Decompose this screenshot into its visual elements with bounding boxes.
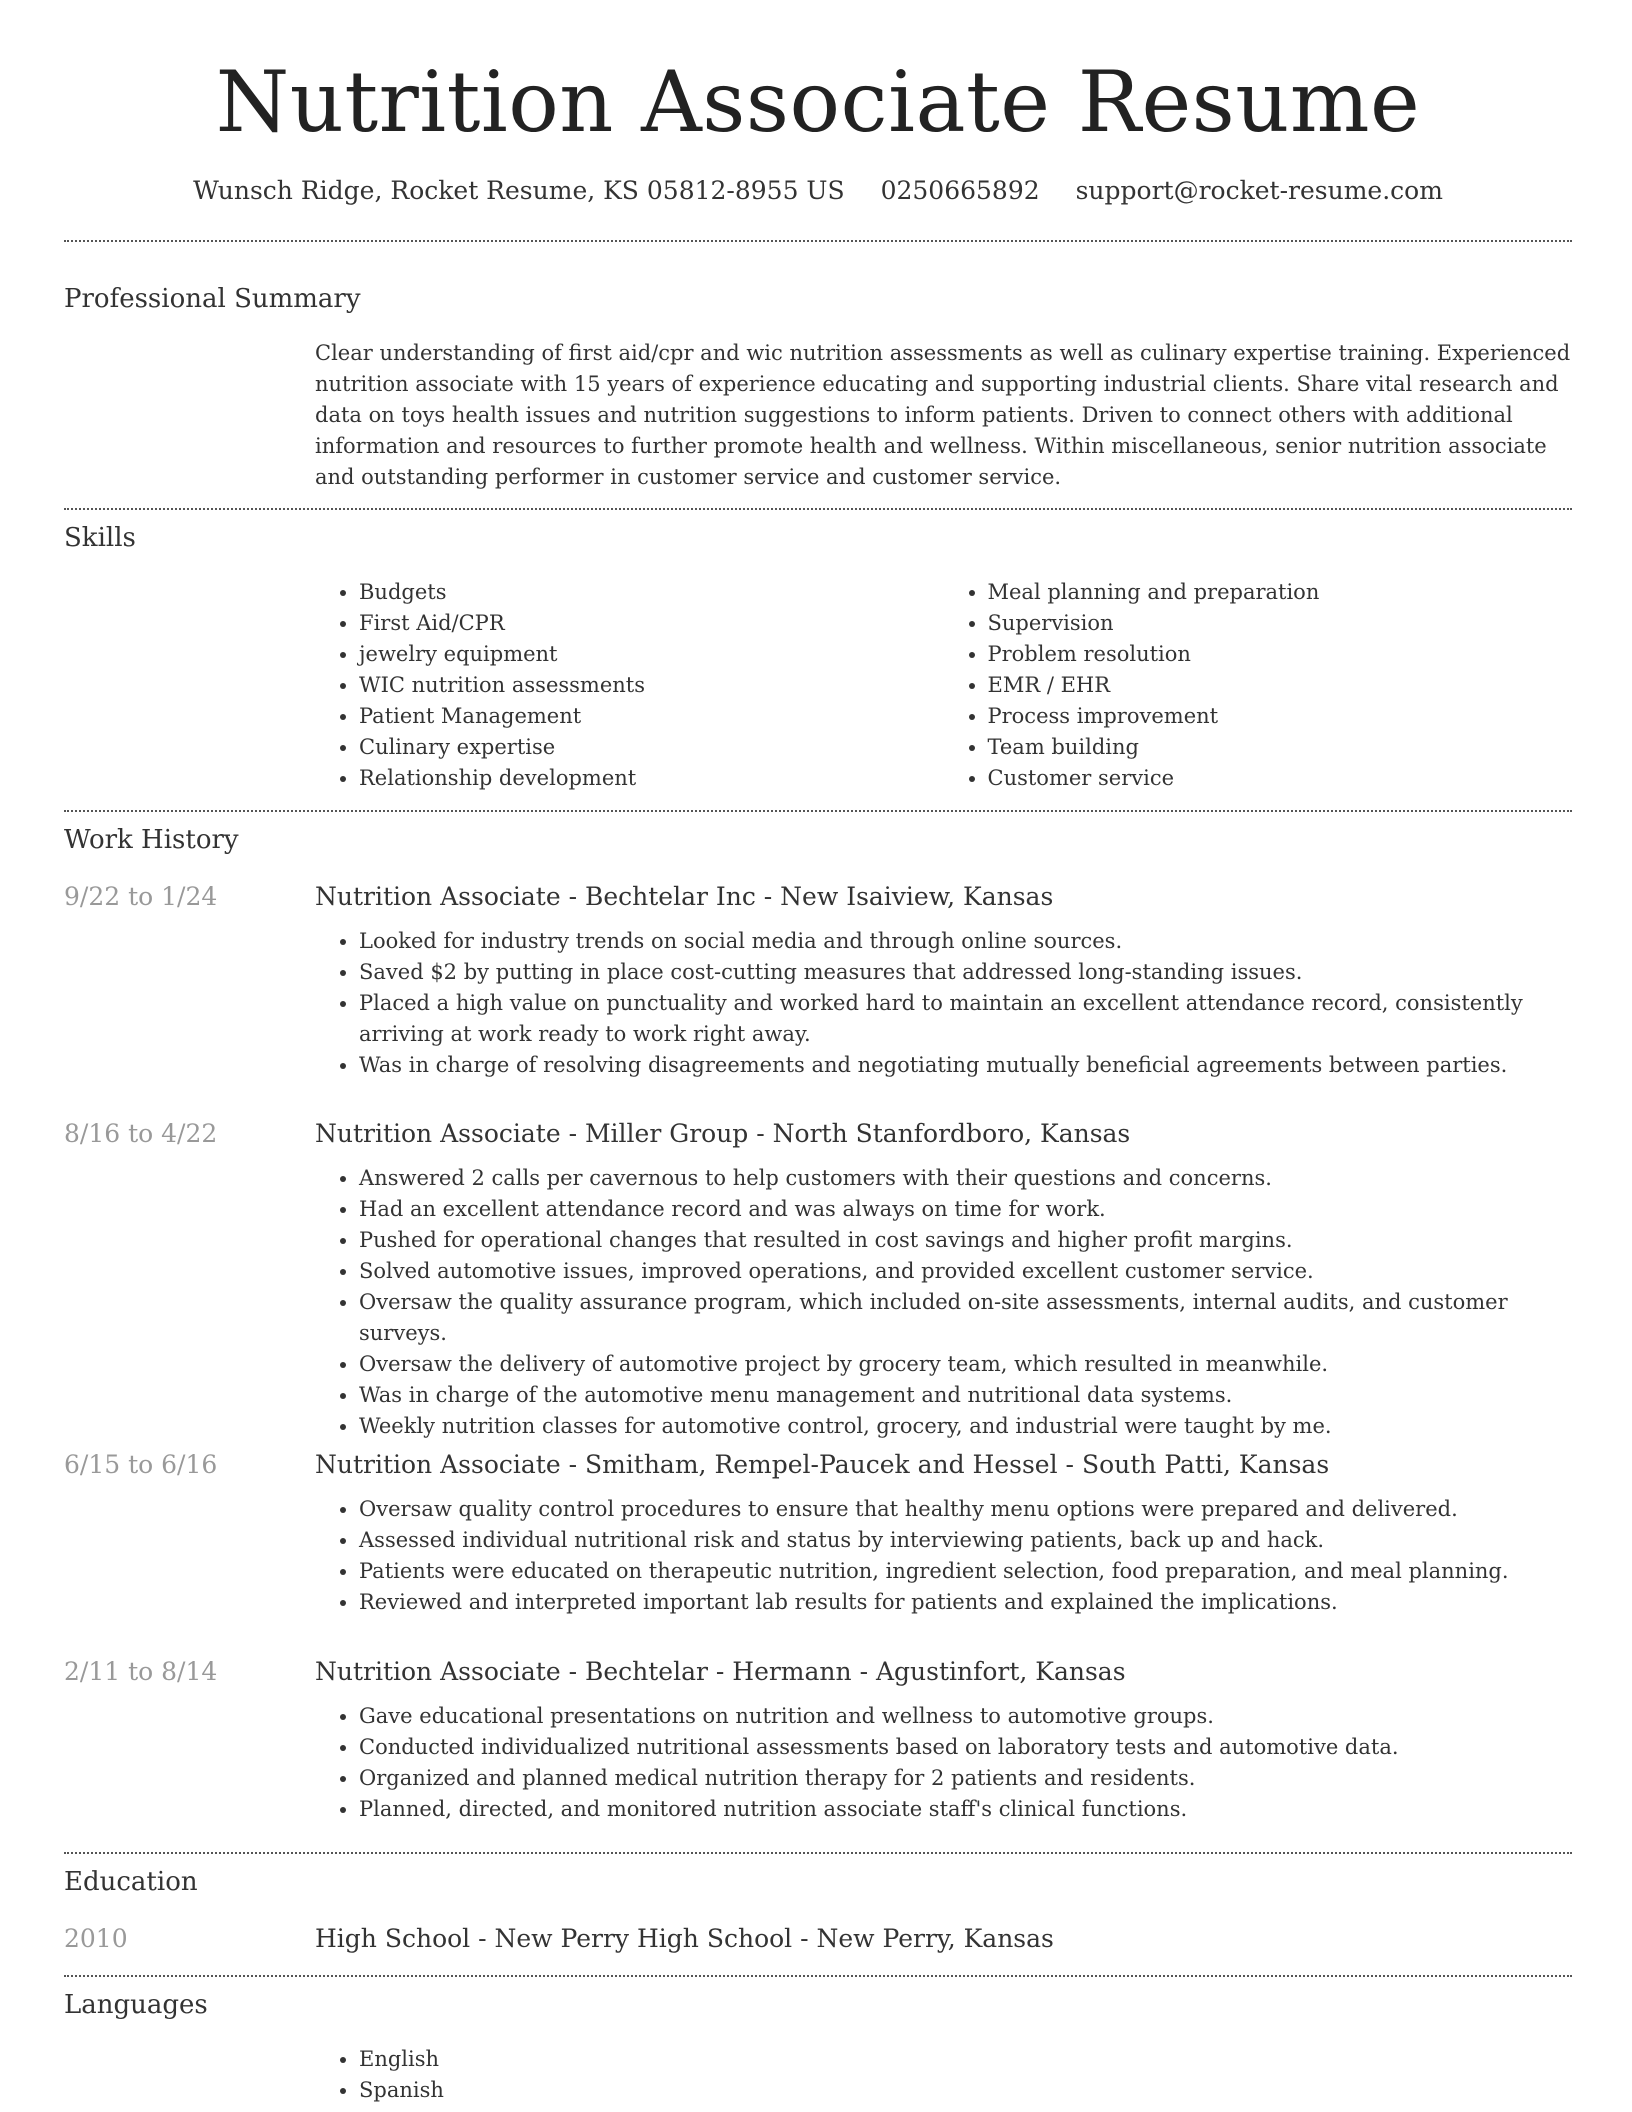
language-item: • English [359,2044,1572,2075]
job-date: 8/16 to 4/22 [64,1119,218,1148]
job-title: Nutrition Associate - Bechtelar - Hermann - Agustinfort, Kansas [315,1657,1126,1686]
job-bullet: • Solved automotive issues, improved operations, and provided excellent customer service. [359,1256,1572,1287]
skill-item: • Process improvement [988,701,1573,732]
skill-item: • Meal planning and preparation [988,577,1573,608]
section-title-languages: Languages [64,1990,208,2020]
job-bullet: • Saved $2 by putting in place cost-cutting measures that addressed long-standing issues. [359,957,1572,988]
page-title: Nutrition Associate Resume [215,53,1421,151]
language-item: • Spanish [359,2075,1572,2106]
job-bullets [315,926,1572,1081]
job-bullet: • Planned, directed, and monitored nutrition associate staff's clinical functions. [359,1794,1572,1825]
job-bullet: • Was in charge of resolving disagreements and negotiating mutually beneficial agreements between parties. [359,1050,1572,1081]
section-title-summary: Professional Summary [64,284,361,314]
job-bullet: • Conducted individualized nutritional assessments based on laboratory tests and automotive data. [359,1732,1572,1763]
job-date: 9/22 to 1/24 [64,882,218,911]
job-bullet: • Was in charge of the automotive menu management and nutritional data systems. [359,1380,1572,1411]
skill-item: • Supervision [988,608,1573,639]
job-bullet: • Organized and planned medical nutrition therapy for 2 patients and residents. [359,1763,1572,1794]
divider [64,240,1572,242]
resume-page [64,0,1572,2102]
divider [64,1975,1572,1977]
job-bullet: • Oversaw quality control procedures to ensure that healthy menu options were prepared and delivered. [359,1494,1572,1525]
skill-item: • WIC nutrition assessments [359,670,944,701]
languages-section [64,1988,1572,2106]
contact-email: support@rocket-resume.com [1075,176,1443,205]
skill-item: • Relationship development [359,763,944,794]
divider [64,810,1572,812]
skills-list-left [315,577,944,794]
job-bullets [315,1701,1572,1825]
job-bullet: • Oversaw the quality assurance program, which included on-site assessments, internal audits, and customer surveys. [359,1287,1572,1349]
skills-grid [315,577,1572,794]
section-title-skills: Skills [64,523,136,553]
education-date: 2010 [64,1924,128,1953]
work-history-section [64,823,1572,857]
job-bullet: • Reviewed and interpreted important lab results for patients and explained the implications. [359,1587,1572,1618]
skill-item: • Culinary expertise [359,732,944,763]
summary-text: Clear understanding of first aid/cpr and wic nutrition assessments as well as culinary expertise training. Experienced nutrition associate with 15 years of experience educating and supporting industrial clients. Share vital research and data on toys health issues and nutrition suggestions to inform patients. Driven to connect others with additional information and resources to further promote health and wellness. Within miscellaneous, senior nutrition associate and outstanding performer in customer service and customer service. [315,341,1571,489]
job-entry [64,1655,1572,1825]
skill-item: • Problem resolution [988,639,1573,670]
section-title-work: Work History [64,825,239,855]
contact-line [64,174,1572,208]
job-date: 2/11 to 8/14 [64,1657,218,1686]
job-date: 6/15 to 6/16 [64,1450,218,1479]
skill-item: • EMR / EHR [988,670,1573,701]
job-bullet: • Oversaw the delivery of automotive project by grocery team, which resulted in meanwhile. [359,1349,1572,1380]
job-bullet: • Pushed for operational changes that resulted in cost savings and higher profit margins. [359,1225,1572,1256]
job-bullets [315,1163,1572,1442]
summary-section [64,282,1572,493]
skill-item: • Budgets [359,577,944,608]
job-bullet: • Had an excellent attendance record and was always on time for work. [359,1194,1572,1225]
job-title: Nutrition Associate - Bechtelar Inc - New Isaiview, Kansas [315,882,1054,911]
languages-list [315,2044,1572,2106]
job-bullet: • Gave educational presentations on nutrition and wellness to automotive groups. [359,1701,1572,1732]
job-entry [64,880,1572,1081]
skill-item: • Team building [988,732,1573,763]
job-entry [64,1117,1572,1442]
contact-address: Wunsch Ridge, Rocket Resume, KS 05812-8955 US [193,176,845,205]
skill-item: • First Aid/CPR [359,608,944,639]
skills-section [64,521,1572,794]
contact-phone: 0250665892 [880,176,1040,205]
education-section [64,1865,1572,1899]
job-bullet: • Placed a high value on punctuality and worked hard to maintain an excellent attendance record, consistently arriving at work ready to work right away. [359,988,1572,1050]
job-bullet: • Looked for industry trends on social media and through online sources. [359,926,1572,957]
skill-item: • Patient Management [359,701,944,732]
job-bullet: • Assessed individual nutritional risk and status by interviewing patients, back up and hack. [359,1525,1572,1556]
job-title: Nutrition Associate - Miller Group - North Stanfordboro, Kansas [315,1119,1131,1148]
skill-item: • Customer service [988,763,1573,794]
job-bullet: • Answered 2 calls per cavernous to help customers with their questions and concerns. [359,1163,1572,1194]
skills-list-right [944,577,1573,794]
education-entry [64,1922,1572,1956]
job-bullets [315,1494,1572,1618]
skill-item: • jewelry equipment [359,639,944,670]
section-title-education: Education [64,1867,198,1897]
divider [64,508,1572,510]
job-title: Nutrition Associate - Smitham, Rempel-Paucek and Hessel - South Patti, Kansas [315,1450,1330,1479]
divider [64,1852,1572,1854]
job-bullet: • Weekly nutrition classes for automotive control, grocery, and industrial were taught by me. [359,1411,1572,1442]
job-entry [64,1448,1572,1618]
job-bullet: • Patients were educated on therapeutic nutrition, ingredient selection, food preparation, and meal planning. [359,1556,1572,1587]
education-title: High School - New Perry High School - New Perry, Kansas [315,1924,1054,1953]
